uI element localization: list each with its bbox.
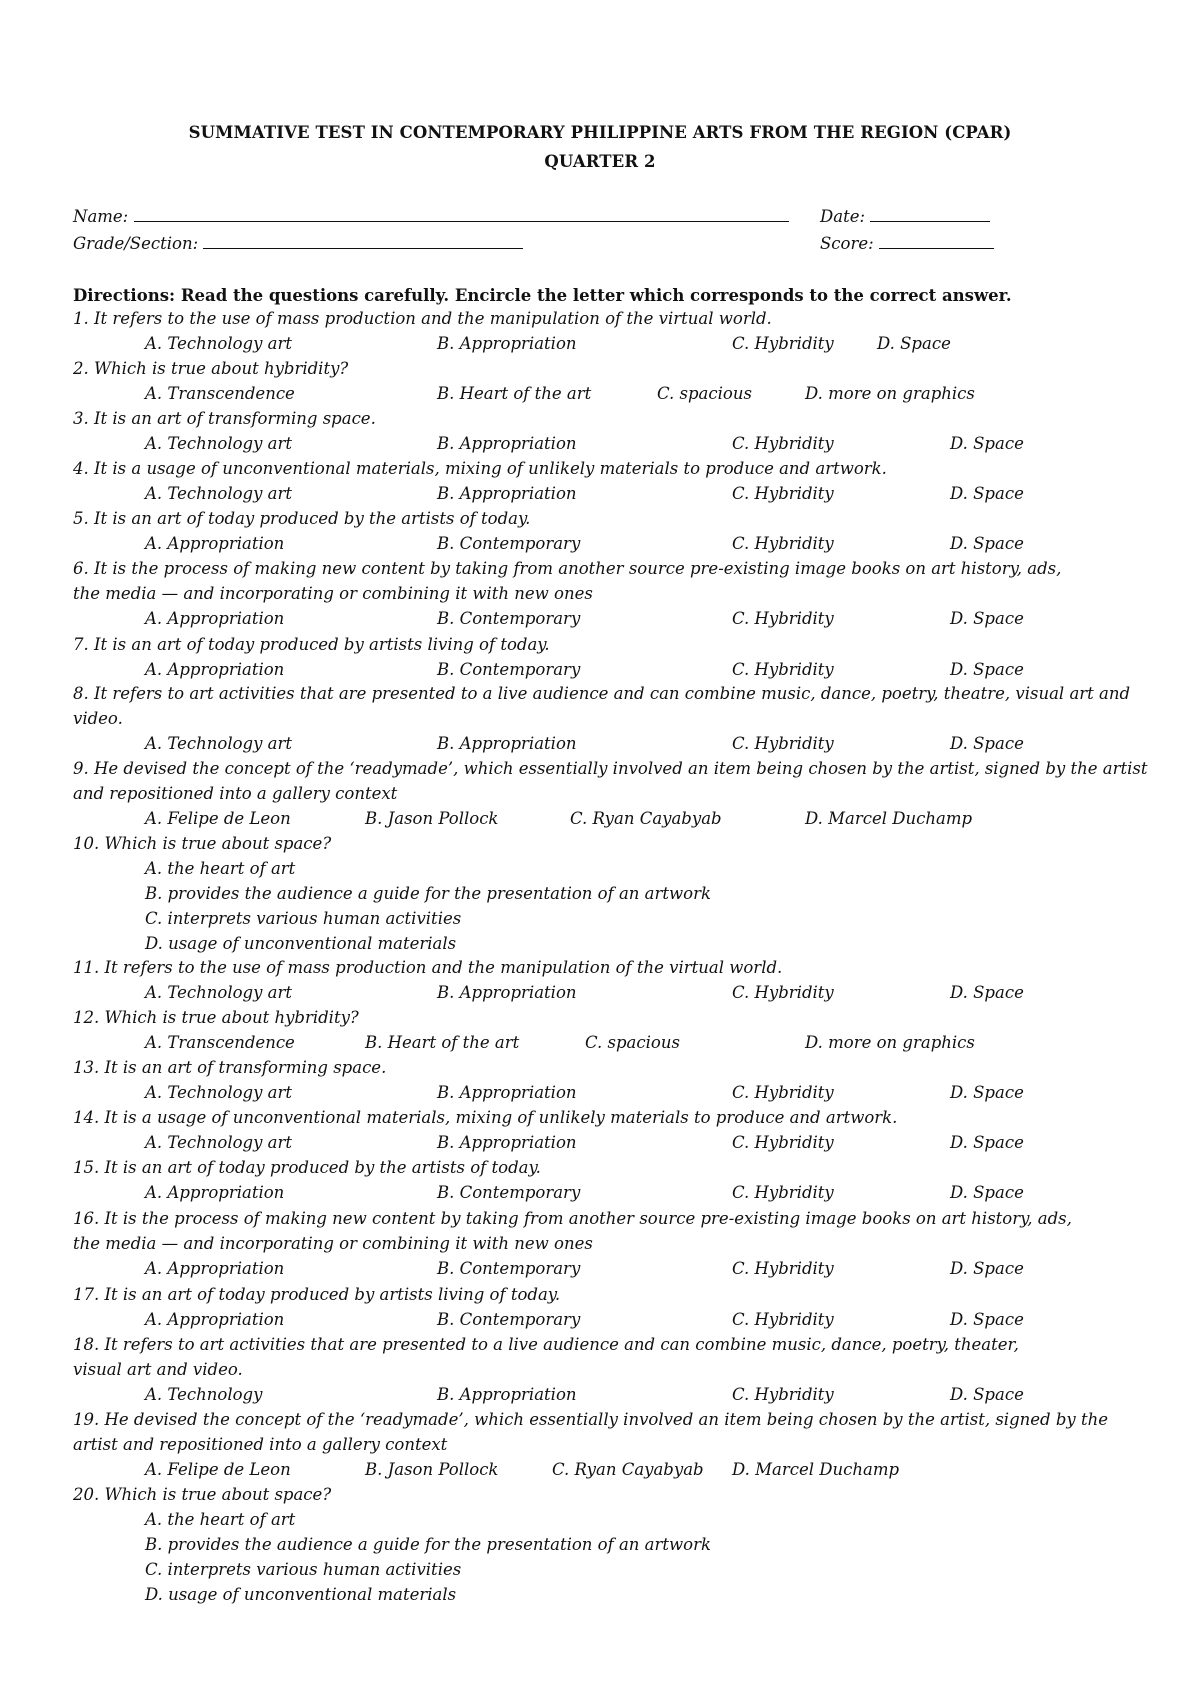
question-18-text: 18. It refers to art activities that are presented to a live audience and can combine music, dance, poetry, theater, xyxy=(73,1335,1019,1354)
question-16-option-b[interactable]: B. Contemporary xyxy=(437,1259,581,1278)
question-15-text: 15. It is an art of today produced by the artists of today. xyxy=(73,1158,541,1177)
question-11-option-c[interactable]: C. Hybridity xyxy=(732,983,834,1002)
question-15-option-a[interactable]: A. Appropriation xyxy=(145,1183,285,1202)
question-7-option-a[interactable]: A. Appropriation xyxy=(145,660,285,679)
question-10-text: 10. Which is true about space? xyxy=(73,834,332,853)
question-19-option-a[interactable]: A. Felipe de Leon xyxy=(145,1460,291,1479)
question-20-option-d[interactable]: D. usage of unconventional materials xyxy=(145,1585,457,1604)
question-6-option-d[interactable]: D. Space xyxy=(950,609,1024,628)
question-9-option-a[interactable]: A. Felipe de Leon xyxy=(145,809,291,828)
question-8-text: 8. It refers to art activities that are presented to a live audience and can combine music, dance, poetry, theatre, visual art and xyxy=(73,684,1131,703)
question-20-option-b[interactable]: B. provides the audience a guide for the presentation of an artwork xyxy=(145,1535,711,1554)
question-7-text: 7. It is an art of today produced by artists living of today. xyxy=(73,635,550,654)
question-16-option-a[interactable]: A. Appropriation xyxy=(145,1259,285,1278)
question-2-option-d[interactable]: D. more on graphics xyxy=(805,384,975,403)
question-20-option-a[interactable]: A. the heart of art xyxy=(145,1510,296,1529)
question-19-option-c[interactable]: C. Ryan Cayabyab xyxy=(552,1460,704,1479)
question-3-option-c[interactable]: C. Hybridity xyxy=(732,434,834,453)
question-15-option-b[interactable]: B. Contemporary xyxy=(437,1183,581,1202)
question-20-text: 20. Which is true about space? xyxy=(73,1485,332,1504)
question-8-option-b[interactable]: B. Appropriation xyxy=(437,734,577,753)
page-title: SUMMATIVE TEST IN CONTEMPORARY PHILIPPINE ARTS FROM THE REGION (CPAR) xyxy=(188,123,1012,142)
question-7-option-c[interactable]: C. Hybridity xyxy=(732,660,834,679)
question-9-option-b[interactable]: B. Jason Pollock xyxy=(365,809,499,828)
question-11-option-b[interactable]: B. Appropriation xyxy=(437,983,577,1002)
question-13-option-d[interactable]: D. Space xyxy=(950,1083,1024,1102)
question-20-option-c[interactable]: C. interprets various human activities xyxy=(145,1560,462,1579)
question-6-text-cont: the media — and incorporating or combining it with new ones xyxy=(73,584,593,603)
question-3-option-a[interactable]: A. Technology art xyxy=(145,434,293,453)
question-16-text: 16. It is the process of making new content by taking from another source pre-existing image books on art history, ads, xyxy=(73,1209,1072,1228)
question-9-text: 9. He devised the concept of the ‘readymade’, which essentially involved an item being chosen by the artist, signed by the artist xyxy=(73,759,1148,778)
question-8-option-c[interactable]: C. Hybridity xyxy=(732,734,834,753)
question-6-option-a[interactable]: A. Appropriation xyxy=(145,609,285,628)
question-18-option-b[interactable]: B. Appropriation xyxy=(437,1385,577,1404)
name-field xyxy=(73,206,789,228)
question-12-option-c[interactable]: C. spacious xyxy=(585,1033,680,1052)
question-10-option-b[interactable]: B. provides the audience a guide for the presentation of an artwork xyxy=(145,884,711,903)
question-4-option-a[interactable]: A. Technology art xyxy=(145,484,293,503)
question-8-option-d[interactable]: D. Space xyxy=(950,734,1024,753)
question-12-option-a[interactable]: A. Transcendence xyxy=(145,1033,295,1052)
question-7-option-d[interactable]: D. Space xyxy=(950,660,1024,679)
name-line[interactable] xyxy=(134,207,789,222)
question-9-text-cont: and repositioned into a gallery context xyxy=(73,784,398,803)
question-19-option-b[interactable]: B. Jason Pollock xyxy=(365,1460,499,1479)
name-label: Name: xyxy=(73,207,129,226)
question-17-option-b[interactable]: B. Contemporary xyxy=(437,1310,581,1329)
question-18-option-d[interactable]: D. Space xyxy=(950,1385,1024,1404)
question-18-option-a[interactable]: A. Technology xyxy=(145,1385,263,1404)
question-1-option-a[interactable]: A. Technology art xyxy=(145,334,293,353)
question-12-option-d[interactable]: D. more on graphics xyxy=(805,1033,975,1052)
question-17-text: 17. It is an art of today produced by artists living of today. xyxy=(73,1285,561,1304)
question-8-option-a[interactable]: A. Technology art xyxy=(145,734,293,753)
question-15-option-c[interactable]: C. Hybridity xyxy=(732,1183,834,1202)
score-field xyxy=(820,233,994,255)
question-11-option-a[interactable]: A. Technology art xyxy=(145,983,293,1002)
question-11-text: 11. It refers to the use of mass production and the manipulation of the virtual world. xyxy=(73,958,783,977)
question-1-text: 1. It refers to the use of mass production and the manipulation of the virtual world. xyxy=(73,309,772,328)
question-4-text: 4. It is a usage of unconventional materials, mixing of unlikely materials to produce and artwork. xyxy=(73,459,887,478)
question-19-option-d[interactable]: D. Marcel Duchamp xyxy=(732,1460,900,1479)
question-16-option-d[interactable]: D. Space xyxy=(950,1259,1024,1278)
question-2-text: 2. Which is true about hybridity? xyxy=(73,359,349,378)
question-6-option-b[interactable]: B. Contemporary xyxy=(437,609,581,628)
question-3-option-d[interactable]: D. Space xyxy=(950,434,1024,453)
question-17-option-a[interactable]: A. Appropriation xyxy=(145,1310,285,1329)
question-5-option-a[interactable]: A. Appropriation xyxy=(145,534,285,553)
question-17-option-d[interactable]: D. Space xyxy=(950,1310,1024,1329)
question-14-option-c[interactable]: C. Hybridity xyxy=(732,1133,834,1152)
question-6-option-c[interactable]: C. Hybridity xyxy=(732,609,834,628)
question-6-text: 6. It is the process of making new content by taking from another source pre-existing image books on art history, ads, xyxy=(73,559,1062,578)
question-9-option-c[interactable]: C. Ryan Cayabyab xyxy=(570,809,722,828)
question-8-text-cont: video. xyxy=(73,709,123,728)
question-13-option-c[interactable]: C. Hybridity xyxy=(732,1083,834,1102)
question-13-option-b[interactable]: B. Appropriation xyxy=(437,1083,577,1102)
question-7-option-b[interactable]: B. Contemporary xyxy=(437,660,581,679)
date-line[interactable] xyxy=(870,207,990,222)
question-2-option-c[interactable]: C. spacious xyxy=(657,384,752,403)
question-5-option-b[interactable]: B. Contemporary xyxy=(437,534,581,553)
question-18-text-cont: visual art and video. xyxy=(73,1360,243,1379)
question-16-text-cont: the media — and incorporating or combining it with new ones xyxy=(73,1234,593,1253)
question-2-option-b[interactable]: B. Heart of the art xyxy=(437,384,592,403)
question-16-option-c[interactable]: C. Hybridity xyxy=(732,1259,834,1278)
question-15-option-d[interactable]: D. Space xyxy=(950,1183,1024,1202)
page-subtitle: QUARTER 2 xyxy=(544,152,656,171)
question-18-option-c[interactable]: C. Hybridity xyxy=(732,1385,834,1404)
question-14-option-b[interactable]: B. Appropriation xyxy=(437,1133,577,1152)
question-14-text: 14. It is a usage of unconventional materials, mixing of unlikely materials to produce and artwork. xyxy=(73,1108,898,1127)
question-9-option-d[interactable]: D. Marcel Duchamp xyxy=(805,809,973,828)
question-19-text-cont: artist and repositioned into a gallery context xyxy=(73,1435,448,1454)
question-1-option-c[interactable]: C. Hybridity xyxy=(732,334,834,353)
question-1-option-b[interactable]: B. Appropriation xyxy=(437,334,577,353)
question-1-option-d[interactable]: D. Space xyxy=(877,334,951,353)
question-13-option-a[interactable]: A. Technology art xyxy=(145,1083,293,1102)
question-12-text: 12. Which is true about hybridity? xyxy=(73,1008,359,1027)
question-3-option-b[interactable]: B. Appropriation xyxy=(437,434,577,453)
question-5-option-c[interactable]: C. Hybridity xyxy=(732,534,834,553)
date-field xyxy=(820,206,990,228)
score-label: Score: xyxy=(820,234,874,253)
question-17-option-c[interactable]: C. Hybridity xyxy=(732,1310,834,1329)
question-4-option-c[interactable]: C. Hybridity xyxy=(732,484,834,503)
date-label: Date: xyxy=(820,207,866,226)
question-5-option-d[interactable]: D. Space xyxy=(950,534,1024,553)
question-10-option-a[interactable]: A. the heart of art xyxy=(145,859,296,878)
question-11-option-d[interactable]: D. Space xyxy=(950,983,1024,1002)
score-line[interactable] xyxy=(879,234,994,249)
question-3-text: 3. It is an art of transforming space. xyxy=(73,409,376,428)
question-14-option-a[interactable]: A. Technology art xyxy=(145,1133,293,1152)
question-5-text: 5. It is an art of today produced by the artists of today. xyxy=(73,509,531,528)
directions: Directions: Read the questions carefully. Encircle the letter which corresponds to the correct answer. xyxy=(73,286,1012,305)
grade-section-field xyxy=(73,233,523,255)
question-14-option-d[interactable]: D. Space xyxy=(950,1133,1024,1152)
grade-section-label: Grade/Section: xyxy=(73,234,199,253)
question-19-text: 19. He devised the concept of the ‘readymade’, which essentially involved an item being chosen by the artist, signed by the xyxy=(73,1410,1108,1429)
question-4-option-d[interactable]: D. Space xyxy=(950,484,1024,503)
question-10-option-c[interactable]: C. interprets various human activities xyxy=(145,909,462,928)
grade-section-line[interactable] xyxy=(203,234,523,249)
question-2-option-a[interactable]: A. Transcendence xyxy=(145,384,295,403)
question-12-option-b[interactable]: B. Heart of the art xyxy=(365,1033,520,1052)
question-4-option-b[interactable]: B. Appropriation xyxy=(437,484,577,503)
question-10-option-d[interactable]: D. usage of unconventional materials xyxy=(145,934,457,953)
question-13-text: 13. It is an art of transforming space. xyxy=(73,1058,387,1077)
